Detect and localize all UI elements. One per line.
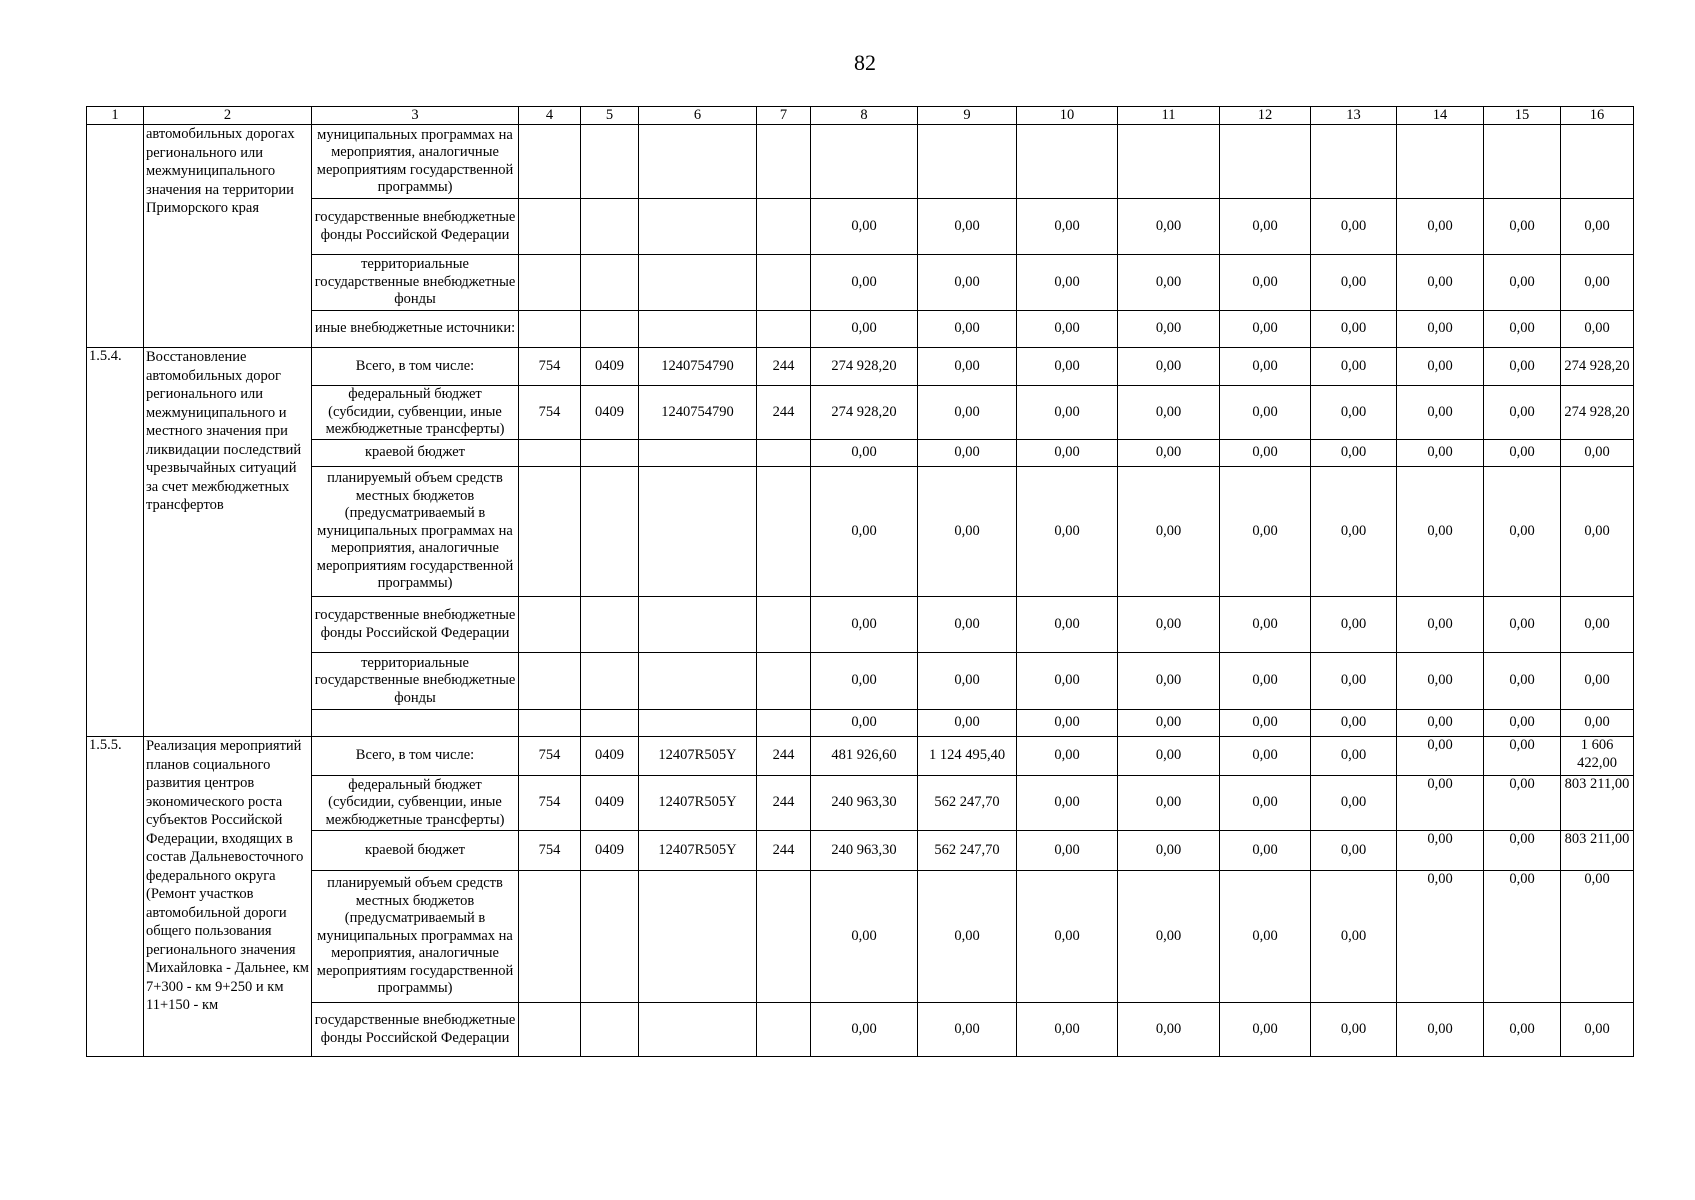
value-cell: 0,00: [1118, 255, 1220, 311]
funding-source: государственные внебюджетные фонды Российской Федерации: [312, 597, 519, 653]
value-cell: 0,00: [1397, 440, 1484, 467]
value-cell: 0,00: [1118, 1003, 1220, 1057]
value-cell: 0,00: [1017, 737, 1118, 776]
column-header: 11: [1118, 107, 1220, 125]
table-row: [87, 255, 1634, 311]
item-name: Реализация мероприятий планов социального развития центров экономического роста субъектов Российской Федерации, входящих в состав Дальневосточного федерального округа (Ремонт участков автомобильной дороги общего пользования регионального значения Михайловка - Дальнее, км 7+300 - км 9+250 и км 11+150 - км: [144, 737, 312, 1057]
funding-source: Всего, в том числе:: [312, 737, 519, 776]
value-cell: 0,00: [1484, 871, 1561, 1003]
value-cell: 240 963,30: [811, 831, 918, 871]
value-cell: [519, 1003, 581, 1057]
value-cell: 0,00: [1484, 710, 1561, 737]
value-cell: 0,00: [1220, 871, 1311, 1003]
value-cell: 12407R505Y: [639, 776, 757, 831]
value-cell: [1017, 125, 1118, 199]
value-cell: 803 211,00: [1561, 831, 1634, 871]
value-cell: 0,00: [1017, 776, 1118, 831]
value-cell: 0,00: [1220, 199, 1311, 255]
value-cell: 481 926,60: [811, 737, 918, 776]
value-cell: 0,00: [1311, 710, 1397, 737]
value-cell: [581, 1003, 639, 1057]
value-cell: 0,00: [1220, 348, 1311, 386]
value-cell: [757, 871, 811, 1003]
value-cell: 244: [757, 348, 811, 386]
table-row: [87, 348, 1634, 386]
column-header: 2: [144, 107, 312, 125]
value-cell: [581, 653, 639, 710]
value-cell: 0,00: [1484, 440, 1561, 467]
table-row: [87, 597, 1634, 653]
value-cell: 0,00: [1220, 710, 1311, 737]
value-cell: 0,00: [1561, 1003, 1634, 1057]
value-cell: 754: [519, 348, 581, 386]
value-cell: 0,00: [1311, 199, 1397, 255]
value-cell: 0,00: [1311, 467, 1397, 597]
value-cell: 0,00: [1118, 467, 1220, 597]
value-cell: 0,00: [811, 255, 918, 311]
value-cell: 0,00: [1220, 1003, 1311, 1057]
value-cell: 1 606 422,00: [1561, 737, 1634, 776]
value-cell: [639, 440, 757, 467]
value-cell: 0,00: [1484, 348, 1561, 386]
value-cell: 0409: [581, 776, 639, 831]
value-cell: 0,00: [1311, 348, 1397, 386]
funding-source: краевой бюджет: [312, 831, 519, 871]
value-cell: 0,00: [1017, 710, 1118, 737]
value-cell: 0,00: [1118, 737, 1220, 776]
value-cell: 803 211,00: [1561, 776, 1634, 831]
value-cell: [1561, 125, 1634, 199]
value-cell: 0,00: [1017, 653, 1118, 710]
value-cell: 0,00: [1397, 255, 1484, 311]
value-cell: 0,00: [1311, 1003, 1397, 1057]
value-cell: [581, 199, 639, 255]
value-cell: 0,00: [1017, 1003, 1118, 1057]
table-row: [87, 653, 1634, 710]
value-cell: 0,00: [811, 467, 918, 597]
value-cell: 12407R505Y: [639, 737, 757, 776]
value-cell: [519, 597, 581, 653]
value-cell: [757, 199, 811, 255]
value-cell: [757, 467, 811, 597]
funding-source: краевой бюджет: [312, 440, 519, 467]
value-cell: 0,00: [1561, 440, 1634, 467]
column-header: 10: [1017, 107, 1118, 125]
value-cell: 0,00: [1118, 831, 1220, 871]
value-cell: [581, 710, 639, 737]
value-cell: [1484, 125, 1561, 199]
value-cell: 0,00: [1561, 710, 1634, 737]
column-number-row: [87, 107, 1634, 125]
value-cell: 0,00: [1561, 653, 1634, 710]
value-cell: 240 963,30: [811, 776, 918, 831]
value-cell: 0409: [581, 737, 639, 776]
value-cell: 1240754790: [639, 348, 757, 386]
value-cell: 0,00: [1311, 386, 1397, 440]
column-header: 4: [519, 107, 581, 125]
item-code: [87, 125, 144, 348]
value-cell: 0,00: [1311, 255, 1397, 311]
value-cell: 0,00: [1311, 597, 1397, 653]
value-cell: 0,00: [1311, 871, 1397, 1003]
value-cell: 0,00: [918, 1003, 1017, 1057]
value-cell: [519, 710, 581, 737]
value-cell: 0,00: [918, 653, 1017, 710]
value-cell: 0,00: [1220, 653, 1311, 710]
value-cell: 0,00: [1484, 311, 1561, 348]
value-cell: 0,00: [1397, 831, 1484, 871]
value-cell: 274 928,20: [811, 348, 918, 386]
item-code: 1.5.5.: [87, 737, 144, 1057]
value-cell: [519, 467, 581, 597]
value-cell: 274 928,20: [811, 386, 918, 440]
value-cell: 562 247,70: [918, 831, 1017, 871]
value-cell: 0,00: [1118, 386, 1220, 440]
value-cell: [519, 199, 581, 255]
value-cell: [757, 1003, 811, 1057]
value-cell: 0,00: [811, 440, 918, 467]
value-cell: [1118, 125, 1220, 199]
value-cell: 0,00: [918, 311, 1017, 348]
value-cell: 0,00: [918, 348, 1017, 386]
table-row: [87, 776, 1634, 831]
value-cell: 0,00: [1397, 776, 1484, 831]
table-row: [87, 125, 1634, 199]
value-cell: 0,00: [1397, 737, 1484, 776]
item-code: 1.5.4.: [87, 348, 144, 737]
table-row: [87, 871, 1634, 1003]
value-cell: 562 247,70: [918, 776, 1017, 831]
table-row: [87, 467, 1634, 597]
value-cell: 0,00: [811, 871, 918, 1003]
value-cell: [918, 125, 1017, 199]
column-header: 8: [811, 107, 918, 125]
page-number: 82: [854, 50, 876, 75]
funding-source: государственные внебюджетные фонды Российской Федерации: [312, 1003, 519, 1057]
value-cell: [581, 597, 639, 653]
value-cell: 0,00: [1397, 348, 1484, 386]
item-name: автомобильных дорогах регионального или межмуниципального значения на территории Приморского края: [144, 125, 312, 348]
value-cell: 0,00: [1118, 348, 1220, 386]
value-cell: [639, 710, 757, 737]
value-cell: [581, 125, 639, 199]
value-cell: 0,00: [1017, 386, 1118, 440]
value-cell: 0,00: [811, 710, 918, 737]
funding-source: иные внебюджетные источники:: [312, 311, 519, 348]
value-cell: 0,00: [1561, 255, 1634, 311]
value-cell: 0,00: [1118, 710, 1220, 737]
value-cell: 0,00: [1220, 255, 1311, 311]
value-cell: 0,00: [1484, 776, 1561, 831]
column-header: 15: [1484, 107, 1561, 125]
value-cell: [581, 440, 639, 467]
value-cell: 0,00: [1017, 440, 1118, 467]
column-header: 5: [581, 107, 639, 125]
value-cell: [757, 597, 811, 653]
value-cell: 0,00: [1311, 776, 1397, 831]
value-cell: [757, 710, 811, 737]
value-cell: 0,00: [1220, 831, 1311, 871]
value-cell: 0,00: [1484, 831, 1561, 871]
value-cell: 0,00: [1220, 311, 1311, 348]
value-cell: 0,00: [1561, 597, 1634, 653]
table-row: [87, 440, 1634, 467]
table-row: [87, 831, 1634, 871]
value-cell: 274 928,20: [1561, 348, 1634, 386]
value-cell: 0,00: [1017, 199, 1118, 255]
value-cell: 0,00: [1220, 440, 1311, 467]
funding-source: федеральный бюджет (субсидии, субвенции, иные межбюджетные трансферты): [312, 386, 519, 440]
value-cell: 0409: [581, 386, 639, 440]
value-cell: [519, 653, 581, 710]
value-cell: 274 928,20: [1561, 386, 1634, 440]
funding-source: планируемый объем средств местных бюджетов (предусматриваемый в муниципальных программах на мероприятия, аналогичные мероприятиям государственной программы): [312, 871, 519, 1003]
value-cell: 0,00: [1311, 653, 1397, 710]
value-cell: 12407R505Y: [639, 831, 757, 871]
table-body: [87, 125, 1634, 1057]
value-cell: 0,00: [1397, 386, 1484, 440]
value-cell: 0,00: [1397, 311, 1484, 348]
value-cell: 0,00: [1484, 467, 1561, 597]
value-cell: [519, 440, 581, 467]
value-cell: [757, 125, 811, 199]
funding-source: государственные внебюджетные фонды Российской Федерации: [312, 199, 519, 255]
value-cell: [811, 125, 918, 199]
value-cell: [757, 311, 811, 348]
table-row: [87, 311, 1634, 348]
value-cell: [581, 255, 639, 311]
value-cell: 0,00: [1220, 386, 1311, 440]
value-cell: 0,00: [1484, 1003, 1561, 1057]
value-cell: 0,00: [1484, 386, 1561, 440]
value-cell: 0,00: [918, 467, 1017, 597]
value-cell: [519, 311, 581, 348]
value-cell: 0,00: [811, 653, 918, 710]
value-cell: 0,00: [918, 199, 1017, 255]
value-cell: [519, 871, 581, 1003]
value-cell: [639, 311, 757, 348]
value-cell: 0,00: [811, 597, 918, 653]
value-cell: 0,00: [1017, 871, 1118, 1003]
value-cell: 244: [757, 831, 811, 871]
value-cell: 244: [757, 737, 811, 776]
value-cell: 0,00: [1397, 597, 1484, 653]
value-cell: [581, 311, 639, 348]
value-cell: 0,00: [1397, 653, 1484, 710]
value-cell: 0,00: [811, 199, 918, 255]
value-cell: 0,00: [1484, 597, 1561, 653]
funding-source: планируемый объем средств местных бюджетов (предусматриваемый в муниципальных программах на мероприятия, аналогичные мероприятиям государственной программы): [312, 467, 519, 597]
value-cell: 0,00: [1118, 440, 1220, 467]
column-header: 13: [1311, 107, 1397, 125]
value-cell: 0,00: [1017, 831, 1118, 871]
value-cell: [1397, 125, 1484, 199]
value-cell: 0,00: [1220, 737, 1311, 776]
value-cell: 244: [757, 386, 811, 440]
value-cell: 0,00: [1561, 871, 1634, 1003]
value-cell: 0,00: [918, 255, 1017, 311]
column-header: 9: [918, 107, 1017, 125]
value-cell: 0,00: [1484, 737, 1561, 776]
value-cell: 0,00: [1397, 871, 1484, 1003]
value-cell: 0409: [581, 831, 639, 871]
value-cell: 0,00: [1118, 871, 1220, 1003]
value-cell: [757, 440, 811, 467]
value-cell: 0,00: [1220, 776, 1311, 831]
table-row: [87, 199, 1634, 255]
value-cell: [639, 125, 757, 199]
value-cell: 0,00: [1311, 440, 1397, 467]
value-cell: 0,00: [918, 597, 1017, 653]
value-cell: 0,00: [1311, 831, 1397, 871]
column-header: 1: [87, 107, 144, 125]
value-cell: 0,00: [811, 311, 918, 348]
value-cell: 754: [519, 386, 581, 440]
value-cell: [757, 255, 811, 311]
value-cell: 0,00: [811, 1003, 918, 1057]
value-cell: [639, 1003, 757, 1057]
value-cell: 0,00: [1220, 467, 1311, 597]
value-cell: 0,00: [918, 386, 1017, 440]
value-cell: 0,00: [1118, 199, 1220, 255]
budget-table: [86, 106, 1634, 1057]
funding-source: муниципальных программах на мероприятия, аналогичные мероприятиям государственной программы): [312, 125, 519, 199]
column-header: 6: [639, 107, 757, 125]
value-cell: 0,00: [1484, 199, 1561, 255]
table-row: [87, 737, 1634, 776]
value-cell: 0,00: [918, 710, 1017, 737]
value-cell: 0,00: [1397, 467, 1484, 597]
value-cell: 0,00: [1118, 776, 1220, 831]
value-cell: [519, 125, 581, 199]
funding-source: территориальные государственные внебюджетные фонды: [312, 255, 519, 311]
value-cell: 0,00: [1118, 653, 1220, 710]
funding-source: территориальные государственные внебюджетные фонды: [312, 653, 519, 710]
value-cell: [639, 199, 757, 255]
value-cell: 1 124 495,40: [918, 737, 1017, 776]
value-cell: 0,00: [1017, 311, 1118, 348]
value-cell: 0,00: [1484, 653, 1561, 710]
value-cell: 0,00: [1017, 467, 1118, 597]
funding-source: федеральный бюджет (субсидии, субвенции, иные межбюджетные трансферты): [312, 776, 519, 831]
column-header: 7: [757, 107, 811, 125]
value-cell: [639, 871, 757, 1003]
value-cell: 0,00: [1397, 710, 1484, 737]
value-cell: 754: [519, 776, 581, 831]
column-header: 16: [1561, 107, 1634, 125]
value-cell: 0,00: [1017, 348, 1118, 386]
column-header: 12: [1220, 107, 1311, 125]
table-row: [87, 710, 1634, 737]
value-cell: 0,00: [1118, 311, 1220, 348]
value-cell: [639, 467, 757, 597]
column-header: 3: [312, 107, 519, 125]
value-cell: 0,00: [918, 440, 1017, 467]
value-cell: 244: [757, 776, 811, 831]
value-cell: [519, 255, 581, 311]
funding-source: Всего, в том числе:: [312, 348, 519, 386]
value-cell: 0,00: [1397, 199, 1484, 255]
value-cell: 1240754790: [639, 386, 757, 440]
value-cell: 754: [519, 831, 581, 871]
value-cell: 0,00: [1017, 255, 1118, 311]
table-row: [87, 1003, 1634, 1057]
column-header: 14: [1397, 107, 1484, 125]
value-cell: [757, 653, 811, 710]
value-cell: [1220, 125, 1311, 199]
value-cell: 0,00: [1118, 597, 1220, 653]
value-cell: 0,00: [1311, 311, 1397, 348]
value-cell: 0,00: [918, 871, 1017, 1003]
value-cell: 0,00: [1561, 467, 1634, 597]
item-name: Восстановление автомобильных дорог регионального или межмуниципального и местного значения при ликвидации последствий чрезвычайных ситуаций за счет межбюджетных трансфертов: [144, 348, 312, 737]
value-cell: 0,00: [1561, 199, 1634, 255]
value-cell: [1311, 125, 1397, 199]
value-cell: [639, 255, 757, 311]
value-cell: 0,00: [1484, 255, 1561, 311]
value-cell: [639, 653, 757, 710]
value-cell: [639, 597, 757, 653]
value-cell: 0,00: [1017, 597, 1118, 653]
value-cell: 0,00: [1311, 737, 1397, 776]
value-cell: [581, 467, 639, 597]
table-row: [87, 386, 1634, 440]
value-cell: 0,00: [1397, 1003, 1484, 1057]
funding-source: [312, 710, 519, 737]
value-cell: 0,00: [1561, 311, 1634, 348]
value-cell: 754: [519, 737, 581, 776]
value-cell: 0409: [581, 348, 639, 386]
value-cell: 0,00: [1220, 597, 1311, 653]
value-cell: [581, 871, 639, 1003]
